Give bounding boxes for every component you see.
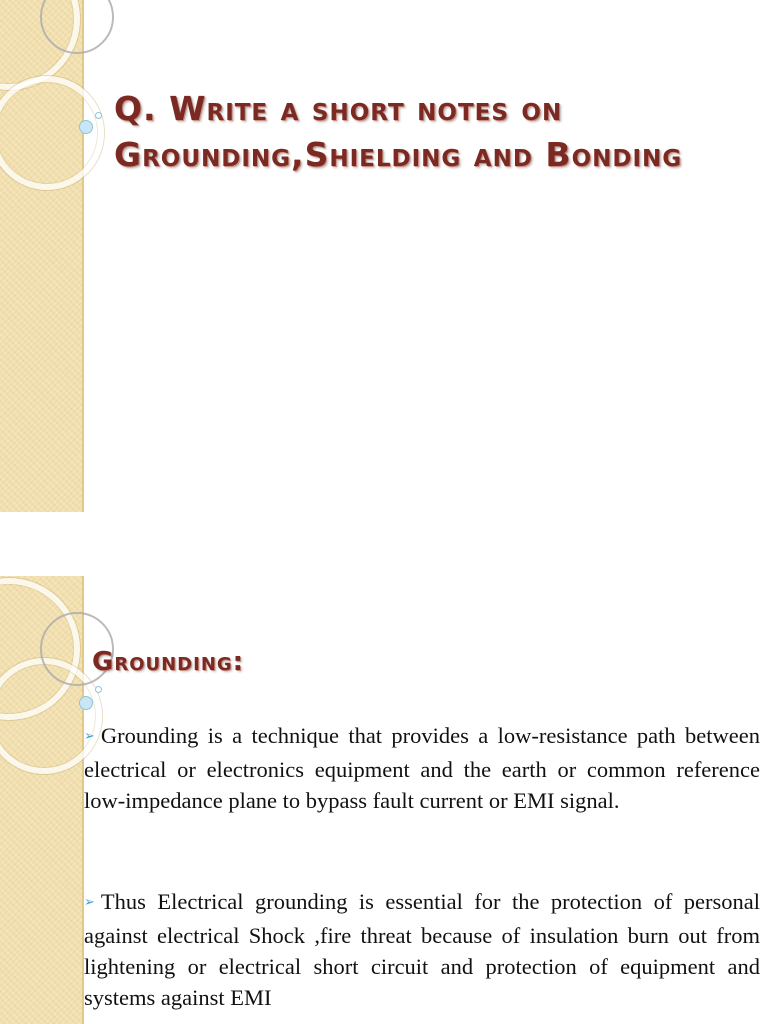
- section-heading: Grounding:: [92, 647, 245, 677]
- decorative-dot: [95, 112, 102, 119]
- paragraph: [84, 886, 760, 1013]
- decorative-sidebar: [0, 0, 84, 512]
- decorative-sidebar: [0, 576, 84, 1024]
- paragraph-text: Grounding is a technique that provides a low-resistance path between electrical or electronics equipment and the earth or common reference low-impedance plane to bypass fault current or EMI signal.: [84, 723, 760, 813]
- decorative-dot: [79, 120, 93, 134]
- slide-title: Q. Write a short notes on Grounding,Shielding and Bonding: [114, 89, 683, 174]
- decorative-dot: [95, 686, 102, 693]
- paragraph: [84, 720, 760, 816]
- paragraph-text: Thus Electrical grounding is essential for the protection of personal against electrical Shock ,fire threat because of insulation burn out from lightening or electrical short circuit and protection of equipment and systems against EMI: [84, 889, 760, 1010]
- decorative-dot: [79, 696, 93, 710]
- arrow-bullet-icon: ➢: [84, 894, 95, 909]
- arrow-bullet-icon: ➢: [84, 728, 95, 743]
- slide-gap: [0, 512, 768, 576]
